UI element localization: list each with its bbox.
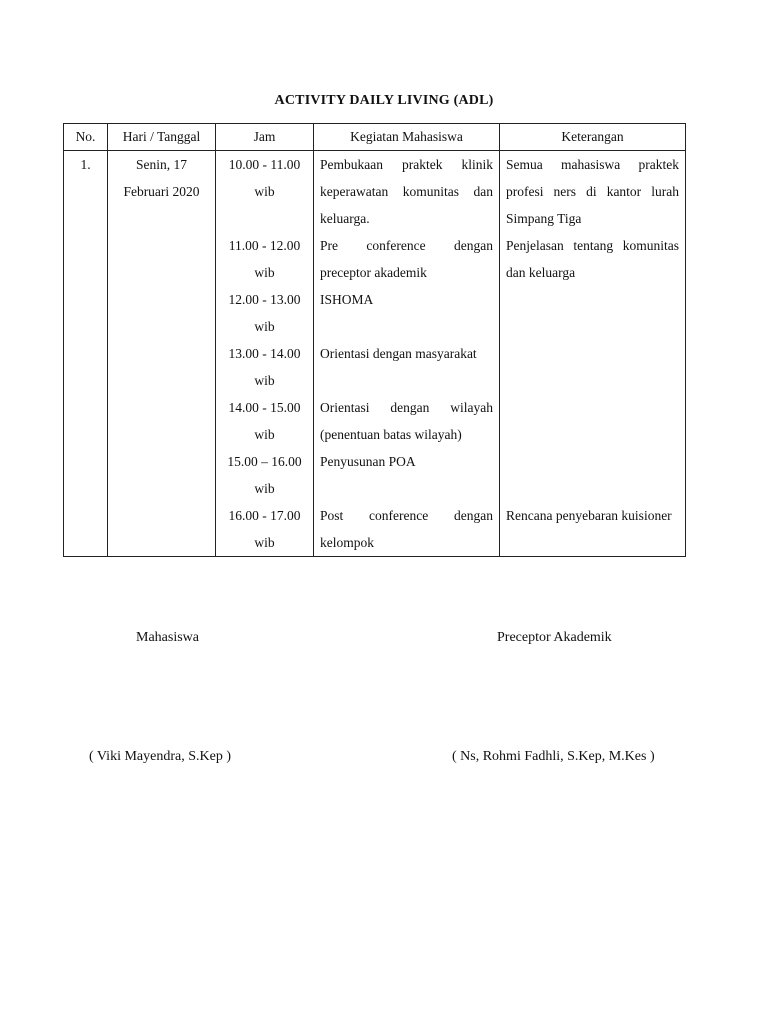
signature-right-role: Preceptor Akademik (497, 630, 612, 645)
time-slot: 13.00 - 14.00 wib (228, 346, 301, 388)
signature-left-role: Mahasiswa (136, 630, 199, 645)
row-day (108, 151, 216, 557)
activity-item: Orientasi dengan masyarakat (320, 346, 477, 361)
table-row (64, 151, 686, 557)
header-activity: Kegiatan Mahasiswa (314, 124, 500, 151)
header-notes: Keterangan (500, 124, 686, 151)
note-item (506, 394, 679, 448)
note-item: Rencana penyebaran kuisioner (506, 508, 672, 523)
row-number: 1. (64, 151, 108, 557)
note-item (506, 448, 679, 502)
time-column (216, 151, 314, 557)
note-item (506, 286, 679, 340)
header-day: Hari / Tanggal (108, 124, 216, 151)
time-slot: 16.00 - 17.00 wib (228, 508, 301, 550)
time-slot: 15.00 – 16.00 wib (227, 454, 302, 496)
activity-item: Post conference dengan kelompok (320, 508, 493, 550)
time-slot: 12.00 - 13.00 wib (228, 292, 301, 334)
notes-column (500, 151, 686, 557)
activity-item: ISHOMA (320, 292, 374, 307)
time-slot: 14.00 - 15.00 wib (228, 400, 301, 442)
signature-right-name: ( Ns, Rohmi Fadhli, S.Kep, M.Kes ) (452, 749, 655, 764)
note-item: Semua mahasiswa praktek profesi ners di kantor lurah Simpang Tiga (506, 157, 679, 226)
time-slot: 11.00 - 12.00 wib (228, 238, 301, 280)
day-line-2: Februari 2020 (123, 184, 200, 199)
day-line-1: Senin, 17 (135, 157, 187, 172)
activity-column (314, 151, 500, 557)
activity-item: Pre conference dengan preceptor akademik (320, 238, 493, 280)
note-item: Penjelasan tentang komunitas dan keluarga (506, 238, 679, 280)
activity-item: Penyusunan POA (320, 454, 416, 469)
note-item (506, 340, 679, 394)
adl-table (63, 123, 686, 557)
table-header-row (64, 124, 686, 151)
activity-item: Orientasi dengan wilayah (penentuan batas wilayah) (320, 400, 493, 442)
signature-left-name: ( Viki Mayendra, S.Kep ) (89, 749, 231, 764)
document-title: ACTIVITY DAILY LIVING (ADL) (274, 93, 494, 108)
header-no: No. (64, 124, 108, 151)
activity-item: Pembukaan praktek klinik keperawatan komunitas dan keluarga. (320, 157, 493, 226)
time-slot: 10.00 - 11.00 wib (228, 157, 301, 199)
header-time: Jam (216, 124, 314, 151)
